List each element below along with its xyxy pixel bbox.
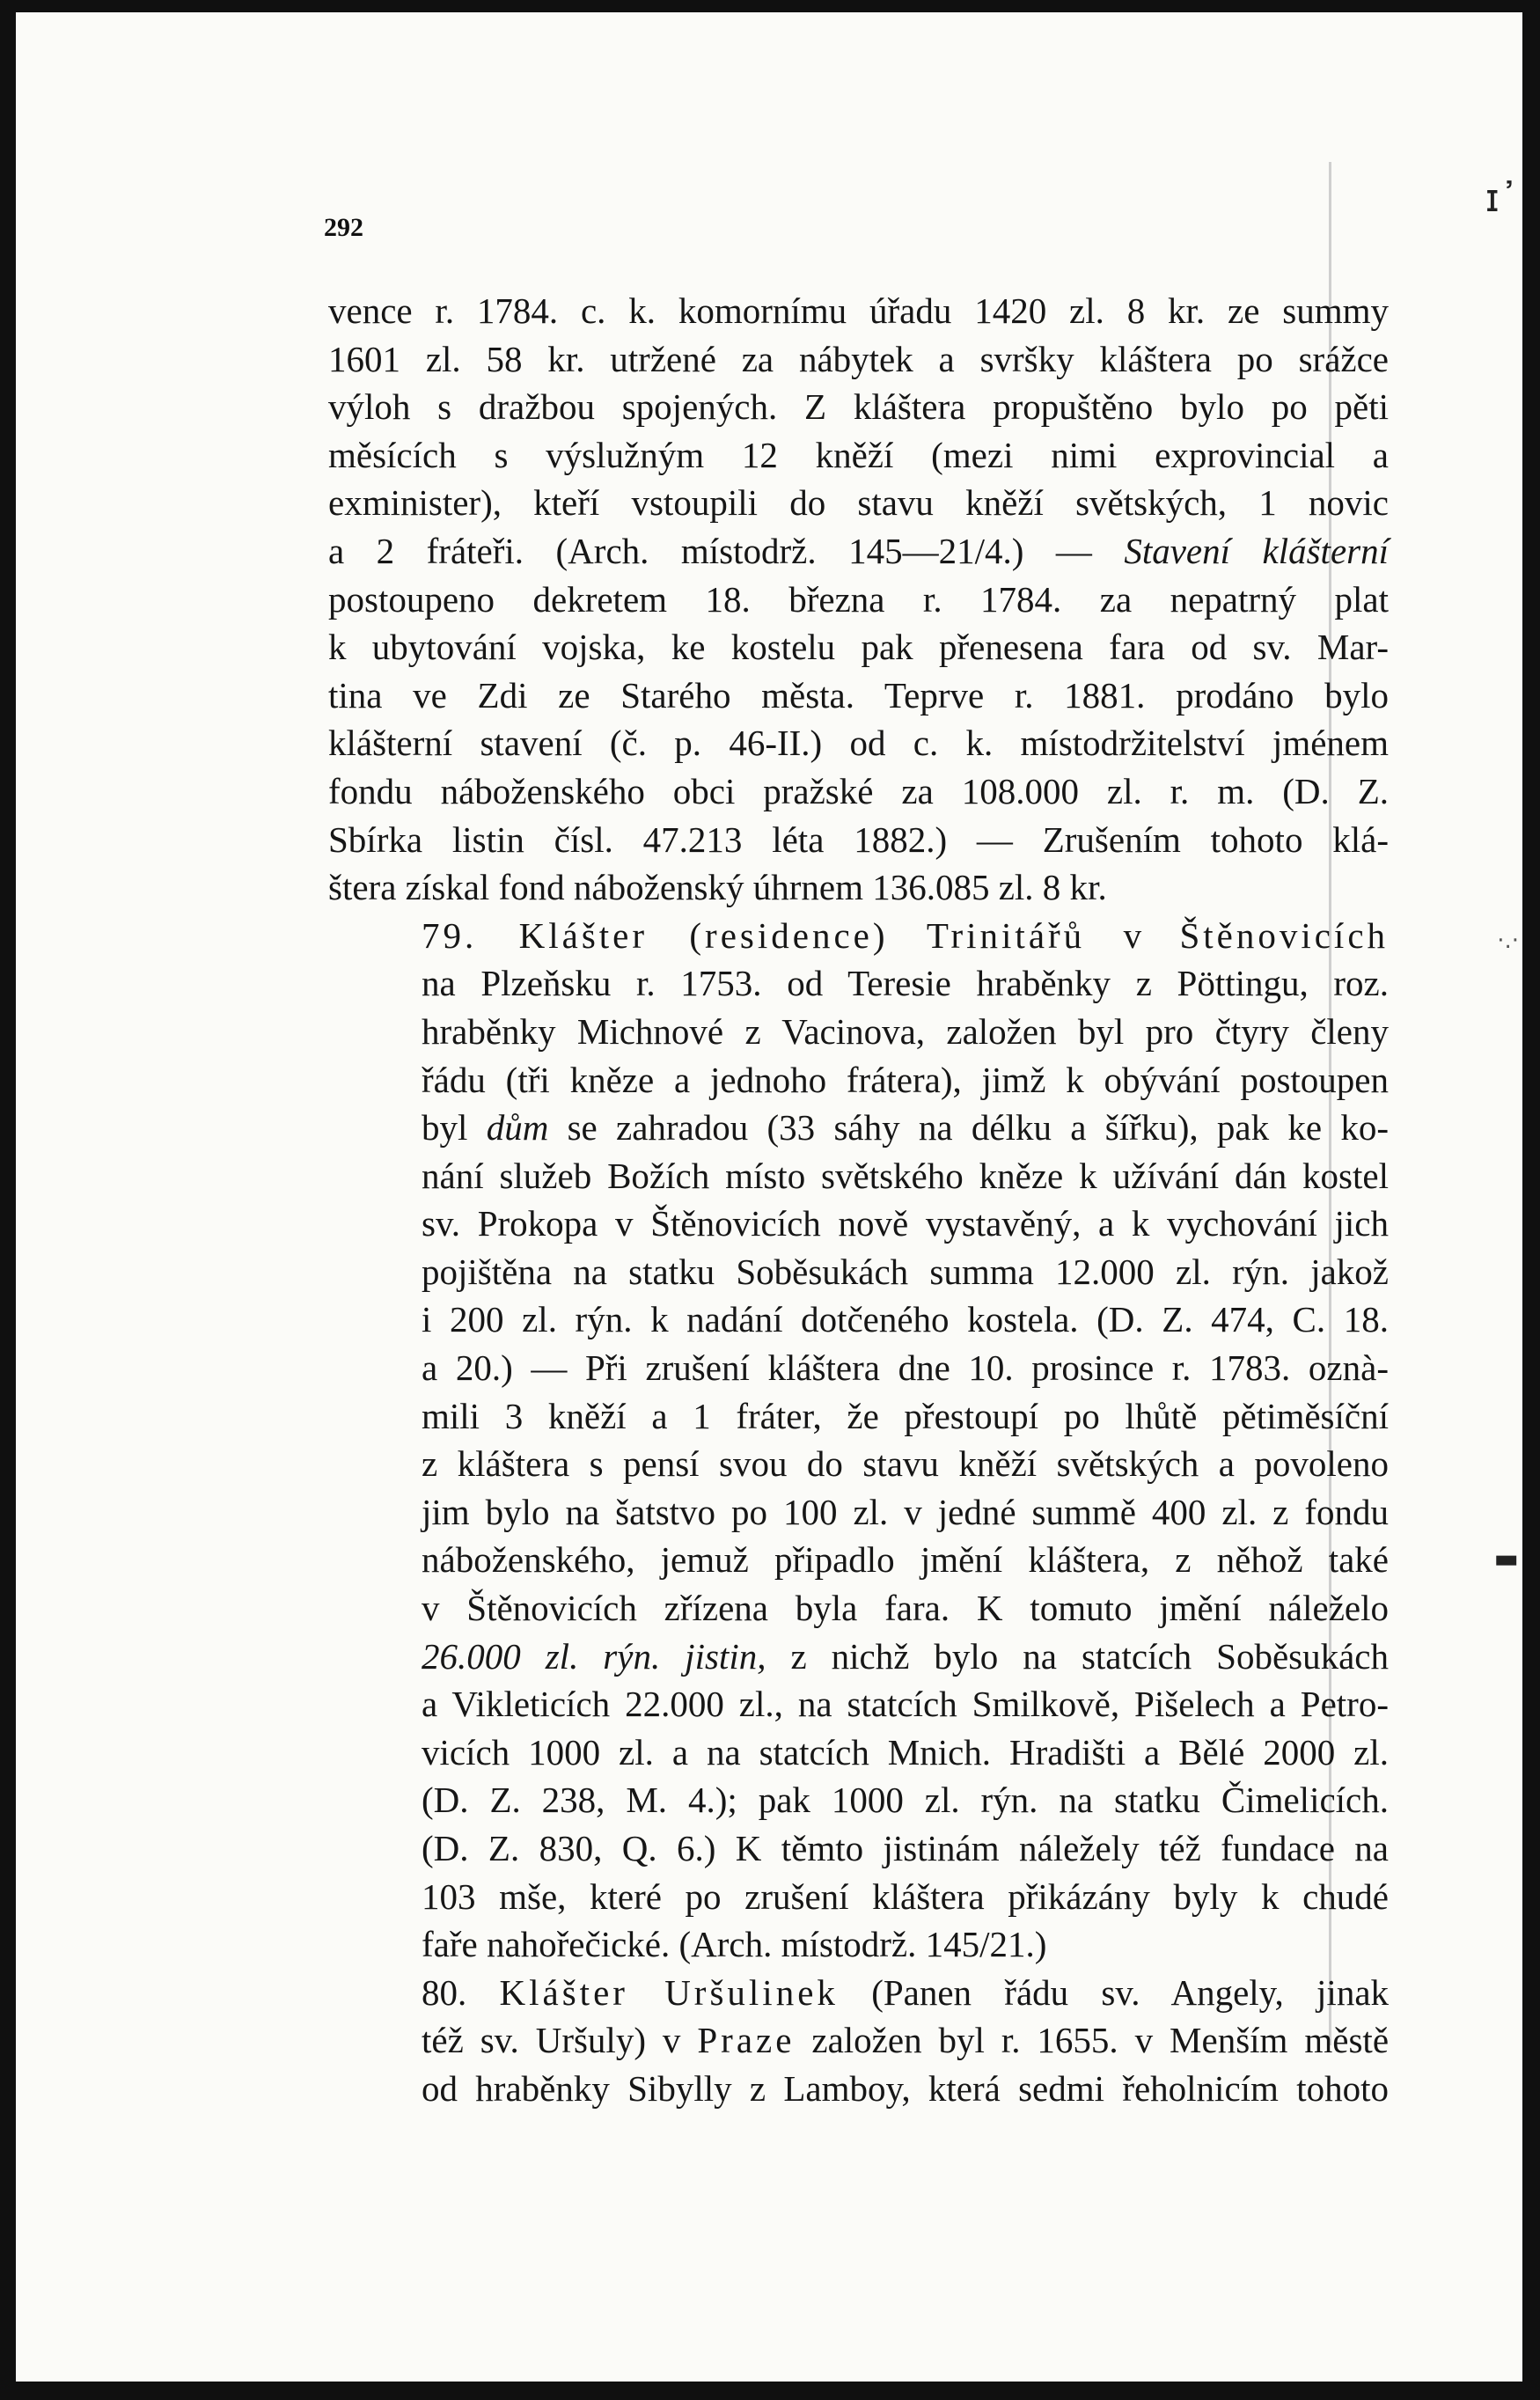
text-line: v Štěnovicích zřízena byla fara. K tomuto jmění náleželo xyxy=(422,1588,1389,1629)
margin-mark-lower: ▬ xyxy=(1493,1544,1519,1574)
section-heading-79: 79. Klášter (residence) xyxy=(422,914,889,956)
text-line: klášterní stavení (č. p. 46-II.) od c. k. místodržitelství jménem xyxy=(328,723,1389,764)
text-line: (D. Z. 830, Q. 6.) K těmto jistinám náležely též fundace na xyxy=(422,1828,1389,1868)
italic-emphasis: Stavení klášterní xyxy=(1124,530,1389,571)
text-line xyxy=(328,1969,1389,2017)
text-line xyxy=(328,1104,1389,1152)
text-line: k ubytování vojska, ke kostelu pak přenesena fara od sv. Mar- xyxy=(328,627,1389,668)
paragraph-80 xyxy=(328,1969,1389,2113)
text-line: náboženského, jemuž připadlo jmění kláštera, z něhož také xyxy=(422,1539,1389,1581)
book-page xyxy=(16,12,1522,2382)
text-line: a 20.) — Při zrušení kláštera dne 10. prosince r. 1783. oznà- xyxy=(422,1347,1389,1389)
body-text xyxy=(328,287,1389,2113)
text-line: 103 mše, které po zrušení kláštera přikázány byly k chudé xyxy=(422,1875,1389,1917)
text-line: vicích 1000 zl. a na statcích Mnich. Hradišti a Bělé 2000 zl. xyxy=(422,1731,1389,1772)
text-line: Sbírka listin čísl. 47.213 léta 1882.) — Zrušením tohoto klá- xyxy=(328,818,1389,860)
text-line: postoupeno dekretem 18. března r. 1784. za nepatrný plat xyxy=(328,578,1389,620)
text-segment: byl xyxy=(422,1107,468,1149)
text-line: faře nahořečické. (Arch. místodrž. 145/21.) xyxy=(422,1924,1047,1965)
spaced-emphasis: Trinitářů xyxy=(926,914,1086,956)
text-line xyxy=(328,527,1389,576)
margin-mark-middle: ·.· xyxy=(1497,928,1519,954)
margin-mark-top: ɪ᾿ xyxy=(1485,176,1519,221)
text-line: 1601 zl. 58 kr. utržené za nábytek a svršky kláštera po srážce xyxy=(328,338,1389,379)
text-segment: v xyxy=(1123,914,1142,956)
text-segment: založen byl r. 1655. v Menším městě xyxy=(811,2020,1390,2061)
spaced-emphasis: Štěnovicích xyxy=(1179,914,1390,956)
text-line: fondu náboženského obci pražské za 108.000 zl. r. m. (D. Z. xyxy=(328,770,1389,811)
text-line: výloh s dražbou spojených. Z kláštera propuštěno bylo po pěti xyxy=(328,386,1389,428)
text-line: vence r. 1784. c. k. komornímu úřadu 1420 zl. 8 kr. ze summy xyxy=(328,290,1389,331)
text-line: exminister), kteří vstoupili do stavu kněží světských, 1 novic xyxy=(328,482,1389,524)
text-line: tina ve Zdi ze Starého města. Teprve r. 1881. prodáno bylo xyxy=(328,674,1389,716)
text-line: nání služeb Božích místo světského kněze k užívání dán kostel xyxy=(422,1155,1389,1196)
text-line xyxy=(328,1633,1389,1681)
paragraph-79 xyxy=(328,912,1389,1969)
text-segment: se zahradou (33 sáhy na délku a šířku), pak ke ko- xyxy=(567,1107,1389,1149)
text-line: sv. Prokopa v Štěnovicích nově vystavěný, a k vychování jich xyxy=(422,1203,1389,1244)
spaced-emphasis: Praze xyxy=(697,2020,796,2061)
paragraph-continuation xyxy=(328,287,1389,912)
text-segment: též sv. Uršuly) v xyxy=(422,2020,681,2061)
text-segment: a 2 fráteři. (Arch. místodrž. 145—21/4.) — xyxy=(328,530,1092,571)
page-number: 292 xyxy=(324,213,363,242)
text-line xyxy=(328,912,1389,960)
italic-emphasis: dům xyxy=(486,1107,549,1149)
text-line: měsících s výslužným 12 kněží (mezi nimi exprovincial a xyxy=(328,434,1389,475)
text-line: a Vikleticích 22.000 zl., na statcích Smilkově, Pišelech a Petro- xyxy=(422,1684,1389,1725)
text-line: i 200 zl. rýn. k nadání dotčeného kostela. (D. Z. 474, C. 18. xyxy=(422,1299,1389,1340)
text-line: pojištěna na statku Soběsukách summa 12.000 zl. rýn. jakož xyxy=(422,1251,1389,1292)
text-line: mili 3 kněží a 1 fráter, že přestoupí po lhůtě pětiměsíční xyxy=(422,1395,1389,1436)
text-line: od hraběnky Sibylly z Lamboy, která sedmi řeholnicím tohoto xyxy=(422,2067,1389,2109)
text-line: na Plzeňsku r. 1753. od Teresie hraběnky z Pöttingu, roz. xyxy=(422,963,1389,1004)
section-heading-80: Klášter Uršulinek xyxy=(499,1971,839,2013)
text-segment: z nichž bylo na statcích Soběsukách xyxy=(790,1635,1389,1677)
text-line: jim bylo na šatstvo po 100 zl. v jedné summě 400 zl. z fondu xyxy=(422,1491,1389,1532)
italic-emphasis: 26.000 zl. rýn. jistin, xyxy=(422,1635,766,1677)
text-line: z kláštera s pensí svou do stavu kněží světských a povoleno xyxy=(422,1443,1389,1485)
text-line: (D. Z. 238, M. 4.); pak 1000 zl. rýn. na statku Čimelicích. xyxy=(422,1780,1389,1821)
text-line: štera získal fond náboženský úhrnem 136.085 zl. 8 kr. xyxy=(328,867,1107,908)
text-line: řádu (tři kněze a jednoho frátera), jimž k obývání postoupen xyxy=(422,1059,1389,1100)
text-line xyxy=(328,2016,1389,2065)
text-segment: (Panen řádu sv. Angely, jinak xyxy=(871,1971,1390,2013)
text-line: hraběnky Michnové z Vacinova, založen byl pro čtyry členy xyxy=(422,1010,1389,1052)
section-number-80: 80. xyxy=(422,1971,467,2013)
